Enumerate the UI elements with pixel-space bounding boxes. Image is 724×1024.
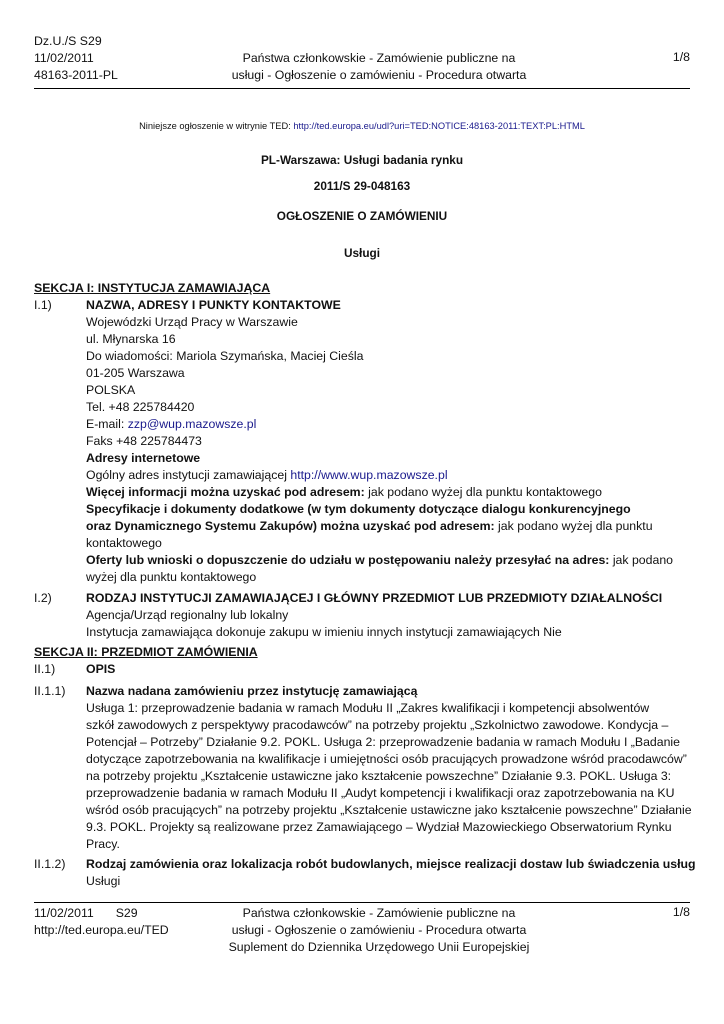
contract-title-line: Potencjał – Potrzeby” Działanie 9.2. POKL. Usługa 2: przeprowadzenie badania w ramach Modułu I „Badanie bbox=[86, 735, 680, 749]
org-phone: Tel. +48 225784420 bbox=[86, 400, 195, 414]
ted-notice-line bbox=[0, 121, 724, 131]
section-2-1-number: II.1) bbox=[34, 662, 56, 676]
contract-title-line: przeprowadzenie badania w ramach Modułu II „Audyt kompetencji i kwalifikacji oraz zapotrzebowania na KU bbox=[86, 786, 675, 800]
footer-title-line1: Państwa członkowskie - Zamówienie publiczne na bbox=[242, 906, 516, 920]
footer-url[interactable]: http://ted.europa.eu/TED bbox=[34, 923, 169, 937]
notice-main-title: PL-Warszawa: Usługi badania rynku bbox=[260, 153, 464, 167]
spec-row bbox=[86, 519, 653, 533]
footer-page-number: 1/8 bbox=[672, 905, 690, 919]
section-1-1-number: I.1) bbox=[34, 298, 52, 312]
section-2-1-1-number: II.1.1) bbox=[34, 684, 66, 698]
section-1-heading: SEKCJA I: INSTYTUCJA ZAMAWIAJĄCA bbox=[34, 281, 271, 295]
general-address-row bbox=[86, 468, 448, 482]
footer-left bbox=[34, 905, 169, 939]
email-label: E-mail: bbox=[86, 417, 128, 431]
header-journal-ref: Dz.U./S S29 bbox=[34, 34, 102, 48]
contract-type-value: Usługi bbox=[86, 874, 121, 888]
org-email-row bbox=[86, 417, 256, 431]
footer-series: S29 bbox=[115, 906, 138, 920]
more-info-value: jak podano wyżej dla punktu kontaktowego bbox=[364, 485, 602, 499]
offers-value-line1: jak podano bbox=[609, 553, 673, 567]
header-notice-id: 48163-2011-PL bbox=[34, 68, 118, 82]
contract-title-line: Pracy. bbox=[86, 837, 120, 851]
org-country: POLSKA bbox=[86, 383, 136, 397]
internet-addresses-heading: Adresy internetowe bbox=[86, 451, 201, 465]
footer-title bbox=[189, 905, 569, 956]
section-1-1-title: NAZWA, ADRESY I PUNKTY KONTAKTOWE bbox=[86, 298, 341, 312]
offers-value-line2: wyżej dla punktu kontaktowego bbox=[86, 570, 257, 584]
contract-title-line: dotyczące zapotrzebowania na kwalifikacje i umiejętności osób pracujących prowadzone wśród pracodawców” bbox=[86, 752, 687, 766]
header-page-number: 1/8 bbox=[672, 50, 690, 64]
more-info-label: Więcej informacji można uzyskać pod adresem: bbox=[86, 485, 365, 499]
footer-title-line3: Suplement do Dziennika Urzędowego Unii Europejskiej bbox=[228, 940, 530, 954]
org-attention: Do wiadomości: Mariola Szymańska, Maciej Cieśla bbox=[86, 349, 364, 363]
section-2-1-2-title: Rodzaj zamówienia oraz lokalizacja robót budowlanych, miejsce realizacji dostaw lub świadczenia usług bbox=[86, 857, 696, 871]
purchase-on-behalf: Instytucja zamawiająca dokonuje zakupu w imieniu innych instytucji zamawiających Nie bbox=[86, 625, 562, 639]
footer-date: 11/02/2011 bbox=[34, 906, 94, 920]
page-header bbox=[34, 32, 690, 89]
notice-number: 2011/S 29-048163 bbox=[313, 179, 411, 193]
header-ids bbox=[34, 33, 118, 84]
ted-notice-link[interactable]: http://ted.europa.eu/udl?uri=TED:NOTICE:48163-2011:TEXT:PL:HTML bbox=[293, 121, 585, 131]
spec-value-line2: kontaktowego bbox=[86, 536, 162, 550]
footer-title-line2: usługi - Ogłoszenie o zamówieniu - Procedura otwarta bbox=[231, 923, 527, 937]
notice-type: OGŁOSZENIE O ZAMÓWIENIU bbox=[276, 209, 448, 223]
section-2-heading: SEKCJA II: PRZEDMIOT ZAMÓWIENIA bbox=[34, 645, 258, 659]
section-1-2-number: I.2) bbox=[34, 591, 52, 605]
spec-value-line1: jak podano wyżej dla punktu bbox=[494, 519, 653, 533]
notice-category: Usługi bbox=[343, 246, 381, 260]
section-2-1-2-number: II.1.2) bbox=[34, 857, 66, 871]
general-address-label: Ogólny adres instytucji zamawiającej bbox=[86, 468, 291, 482]
general-address-link[interactable]: http://www.wup.mazowsze.pl bbox=[290, 468, 448, 482]
org-fax: Faks +48 225784473 bbox=[86, 434, 202, 448]
contract-title-line: na potrzeby projektu „Kształcenie ustawiczne jako kształcenie powszechne” Działanie 9.3. POKL. Usługa 3: bbox=[86, 769, 672, 783]
authority-type: Agencja/Urząd regionalny lub lokalny bbox=[86, 608, 289, 622]
more-info-row bbox=[86, 485, 602, 499]
spec-label-line1: Specyfikacje i dokumenty dodatkowe (w tym dokumenty dotyczące dialogu konkurencyjnego bbox=[86, 502, 631, 516]
org-street: ul. Młynarska 16 bbox=[86, 332, 176, 346]
ted-notice-prefix: Niniejsze ogłoszenie w witrynie TED: bbox=[139, 121, 294, 131]
offers-label: Oferty lub wnioski o dopuszczenie do udziału w postępowaniu należy przesyłać na adres: bbox=[86, 553, 610, 567]
spec-label-line2: oraz Dynamicznego Systemu Zakupów) można uzyskać pod adresem: bbox=[86, 519, 495, 533]
offers-row bbox=[86, 553, 673, 567]
contract-title-line: szkół zawodowych z perspektywy pracodawców” na potrzeby projektu „Szkolnictwo zawodowe. Kondycja – bbox=[86, 718, 669, 732]
section-1-2-title: RODZAJ INSTYTUCJI ZAMAWIAJĄCEJ I GŁÓWNY PRZEDMIOT LUB PRZEDMIOTY DZIAŁALNOŚCI bbox=[86, 591, 663, 605]
section-2-1-title: OPIS bbox=[86, 662, 116, 676]
header-date: 11/02/2011 bbox=[34, 51, 94, 65]
contract-title-line: Usługa 1: przeprowadzenie badania w ramach Modułu II „Zakres kwalifikacji i kompetencji absolwentów bbox=[86, 701, 650, 715]
section-2-1-1-title: Nazwa nadana zamówieniu przez instytucję zamawiającą bbox=[86, 684, 418, 698]
header-title-line2: usługi - Ogłoszenie o zamówieniu - Procedura otwarta bbox=[231, 68, 527, 82]
org-postal: 01-205 Warszawa bbox=[86, 366, 185, 380]
email-link[interactable]: zzp@wup.mazowsze.pl bbox=[127, 417, 257, 431]
header-title bbox=[229, 50, 529, 84]
contract-title-line: wśród osób pracujących” na potrzeby projektu „Kształcenie ustawiczne jako kształcenie powszechne” Działanie bbox=[86, 803, 692, 817]
footer-date-row bbox=[34, 905, 169, 922]
header-title-line1: Państwa członkowskie - Zamówienie publiczne na bbox=[242, 51, 516, 65]
contract-title-line: 9.3. POKL. Projekty są realizowane przez Zamawiającego – Wydział Mazowieckiego Obserwatorium Rynku bbox=[86, 820, 672, 834]
page-footer bbox=[34, 902, 690, 954]
org-name: Wojewódzki Urząd Pracy w Warszawie bbox=[86, 315, 298, 329]
